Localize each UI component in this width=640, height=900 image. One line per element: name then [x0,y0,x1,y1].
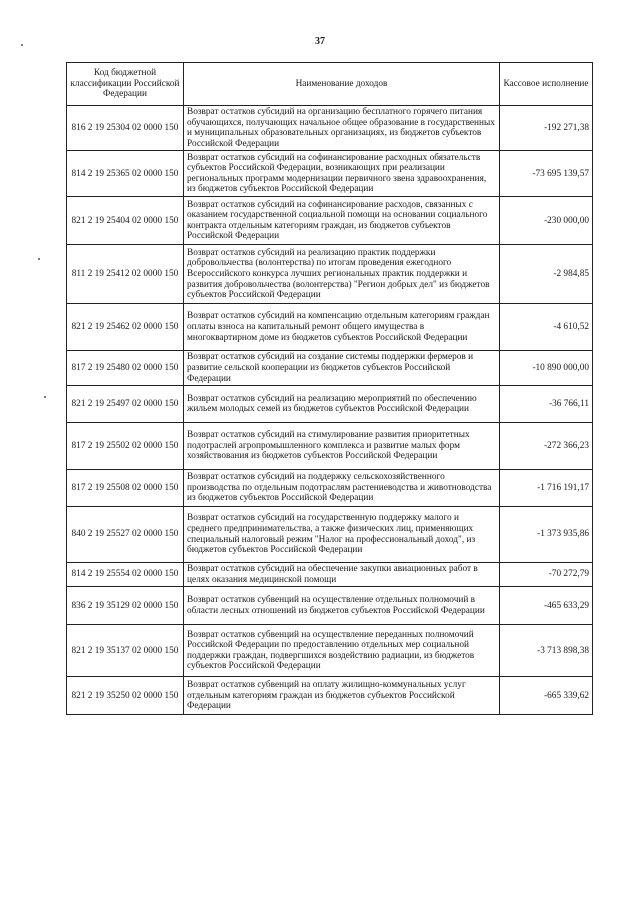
scan-dot [21,44,23,46]
amount-cell: -665 339,62 [500,677,593,715]
name-cell: Возврат остатков субсидий на обеспечение закупки авиационных работ в целях оказания медицинской помощи [184,563,500,587]
table-row [67,106,593,151]
code-cell: 836 2 19 35129 02 0000 150 [67,587,184,625]
table-row [67,386,593,423]
table-row [67,587,593,625]
table-row [67,351,593,386]
amount-cell: -36 766,11 [500,386,593,423]
name-cell: Возврат остатков субсидий на реализацию практик поддержки добровольчества (волонтерства) по итогам проведения ежегодного Всероссийского конкурса лучших региональных практик поддержки и развития добровольчества (волонтерства) "Регион добрых дел" из бюджетов субъектов Российской Федерации [184,245,500,304]
amount-cell: -73 695 139,57 [500,151,593,197]
code-cell: 817 2 19 25502 02 0000 150 [67,423,184,470]
amount-cell: -10 890 000,00 [500,351,593,386]
page-number: 37 [315,36,325,47]
table-row [67,677,593,715]
name-cell: Возврат остатков субсидий на реализацию мероприятий по обеспечению жильем молодых семей из бюджетов субъектов Российской Федерации [184,386,500,423]
name-cell: Возврат остатков субсидий на организацию бесплатного горячего питания обучающихся, получающих начальное общее образование в государственных и муниципальных образовательных организациях, из бюджетов субъектов Российской Федерации [184,106,500,151]
amount-cell: -272 366,23 [500,423,593,470]
header-name: Наименование доходов [184,63,500,106]
table-row [67,423,593,470]
code-cell: 821 2 19 25497 02 0000 150 [67,386,184,423]
code-cell: 817 2 19 25508 02 0000 150 [67,470,184,507]
table-row [67,507,593,563]
name-cell: Возврат остатков субсидий на государственную поддержку малого и среднего предпринимательства, а также физических лиц, применяющих специальный налоговый режим "Налог на профессиональный доход", из бюджетов субъектов Российской Федерации [184,507,500,563]
table-row [67,304,593,351]
code-cell: 817 2 19 25480 02 0000 150 [67,351,184,386]
code-cell: 840 2 19 25527 02 0000 150 [67,507,184,563]
amount-cell: -70 272,79 [500,563,593,587]
code-cell: 816 2 19 25304 02 0000 150 [67,106,184,151]
table-row [67,470,593,507]
name-cell: Возврат остатков субсидий на софинансирование расходов, связанных с оказанием государственной социальной помощи на основании социального контракта отдельным категориям граждан, из бюджетов субъектов Российской Федерации [184,197,500,245]
code-cell: 821 2 19 35137 02 0000 150 [67,625,184,677]
budget-table [66,62,593,715]
header-code: Код бюджетной классификации Российской Федерации [67,63,184,106]
name-cell: Возврат остатков субсидий на создание системы поддержки фермеров и развитие сельской кооперации из бюджетов субъектов Российской Федерации [184,351,500,386]
code-cell: 821 2 19 25404 02 0000 150 [67,197,184,245]
table-row [67,151,593,197]
name-cell: Возврат остатков субсидий на компенсацию отдельным категориям граждан оплаты взноса на капитальный ремонт общего имущества в многоквартирном доме из бюджетов субъектов Российской Федерации [184,304,500,351]
code-cell: 821 2 19 35250 02 0000 150 [67,677,184,715]
name-cell: Возврат остатков субсидий на поддержку сельскохозяйственного производства по отдельным подотраслям растениеводства и животноводства из бюджетов субъектов Российской Федерации [184,470,500,507]
name-cell: Возврат остатков субвенций на оплату жилищно-коммунальных услуг отдельным категориям граждан из бюджетов субъектов Российской Федерации [184,677,500,715]
amount-cell: -1 716 191,17 [500,470,593,507]
code-cell: 811 2 19 25412 02 0000 150 [67,245,184,304]
table-header-row [67,63,593,106]
amount-cell: -3 713 898,38 [500,625,593,677]
name-cell: Возврат остатков субвенций на осуществление отдельных полномочий в области лесных отношений из бюджетов субъектов Российской Федерации [184,587,500,625]
name-cell: Возврат остатков субсидий на софинансирование расходных обязательств субъектов Российской Федерации, возникающих при реализации региональных программ модернизации первичного звена здравоохранения, из бюджетов субъектов Российской Федерации [184,151,500,197]
amount-cell: -230 000,00 [500,197,593,245]
name-cell: Возврат остатков субсидий на стимулирование развития приоритетных подотраслей агропромышленного комплекса и развитие малых форм хозяйствования из бюджетов субъектов Российской Федерации [184,423,500,470]
scan-dot [44,396,46,398]
table-row [67,245,593,304]
name-cell: Возврат остатков субвенций на осуществление переданных полномочий Российской Федерации по предоставлению отдельных мер социальной поддержки граждан, подвергшихся воздействию радиации, из бюджетов субъектов Российской Федерации [184,625,500,677]
table-row [67,625,593,677]
table-row [67,197,593,245]
amount-cell: -1 373 935,86 [500,507,593,563]
header-amount: Кассовое исполнение [500,63,593,106]
amount-cell: -192 271,38 [500,106,593,151]
code-cell: 814 2 19 25554 02 0000 150 [67,563,184,587]
code-cell: 814 2 19 25365 02 0000 150 [67,151,184,197]
table-row [67,563,593,587]
scan-dot [38,258,40,260]
code-cell: 821 2 19 25462 02 0000 150 [67,304,184,351]
amount-cell: -465 633,29 [500,587,593,625]
amount-cell: -4 610,52 [500,304,593,351]
table-body [67,106,593,715]
amount-cell: -2 984,85 [500,245,593,304]
